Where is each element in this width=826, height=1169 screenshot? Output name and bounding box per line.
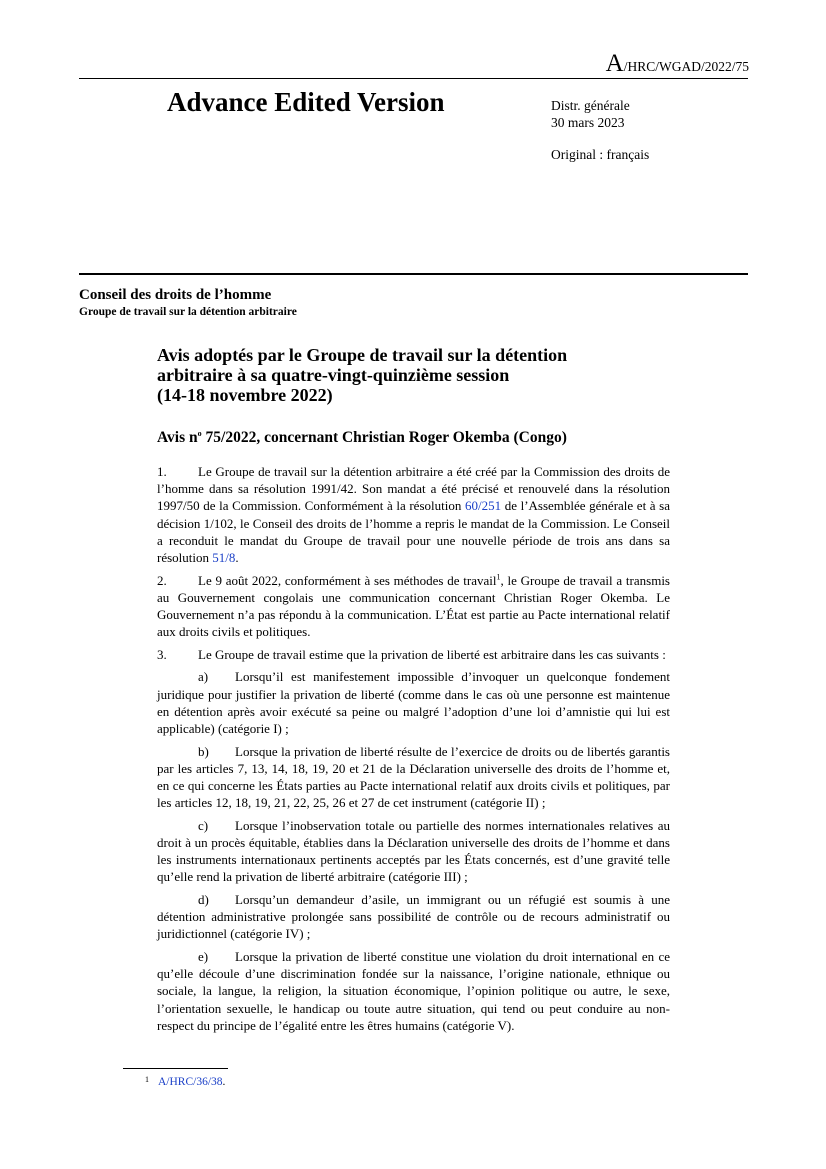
- footnote-link[interactable]: A/HRC/36/38: [158, 1076, 223, 1088]
- item-text: Lorsque la privation de liberté constitue une violation du droit international en ce qu’elle découle d’une discrimination fondée sur la naissance, l’origine nationale, ethnique ou sociale, la langue, la religion, la situation économique, l’opinion politique ou autre, le sexe, l’orientation sexuelle, le handicap ou toute autre situation, qui tend ou peut conduire au non-respect du principe de l’égalité entre les êtres humains (catégorie V).: [157, 949, 670, 1033]
- working-group-name: Groupe de travail sur la détention arbitraire: [79, 306, 297, 318]
- paragraph-number: 3.: [157, 646, 167, 662]
- item-text: Lorsqu’il est manifestement impossible d’invoquer un quelconque fondement juridique pour justifier la privation de liberté (comme dans le cas où une personne est maintenue en détention après avoir exécuté sa peine ou malgré l’adoption d’une loi d’amnistie qui lui est applicable) (catégorie I) ;: [157, 669, 670, 737]
- symbol-rest: /HRC/WGAD/2022/75: [623, 59, 749, 74]
- issue-date: 30 mars 2023: [551, 115, 625, 130]
- council-name: Conseil des droits de l’homme: [79, 287, 272, 303]
- footnote-rule: [123, 1068, 228, 1069]
- paragraph-2: 2. Le 9 août 2022, conformément à ses méthodes de travail$^1$, le Groupe de travail a transmis au Gouvernement congolais une communication concernant Christian Roger Okemba. Le Gouvernement n’a pas répondu à la communication. L’État est partie au Pacte international relatif aux droits civils et politiques.: [157, 572, 670, 640]
- list-item: [157, 817, 670, 886]
- paragraph-number: 1.: [157, 464, 167, 479]
- opinion-title: Avis $n^o$ 75/2022, concernant Christian Roger Okemba (Congo): [157, 428, 567, 446]
- item-letter: c): [198, 817, 209, 833]
- list-item: [157, 891, 670, 943]
- version-title: Advance Edited Version: [167, 87, 445, 117]
- footnote: 1 A/HRC/36/38.: [145, 1075, 226, 1088]
- main-title-line: arbitraire à sa quatre-vingt-quinzième session: [157, 365, 510, 385]
- paragraph-1: 1. Le Groupe de travail sur la détention arbitraire a été créé par la Commission des droits de l’homme dans sa résolution 1991/42. Son mandat a été précisé et renouvelé dans la résolution 1997/50 de la Commission. Conformément à la résolution 60/251 de l’Assemblée générale et à sa décision 1/102, le Conseil des droits de l’homme a repris le mandat de la Commission. Le Conseil a reconduit le mandat du Groupe de travail pour une nouvelle période de trois ans dans sa résolution 51/8.: [157, 464, 670, 566]
- footnote-number: 1: [145, 1075, 149, 1084]
- section-rule: [79, 273, 748, 275]
- list-item: [157, 743, 670, 812]
- distribution: Distr. générale: [551, 98, 630, 113]
- document-body: [157, 463, 670, 1039]
- original-language: Original : français: [551, 147, 650, 162]
- main-title: [157, 345, 567, 405]
- item-text: Lorsque la privation de liberté résulte de l’exercice de droits ou de libertés garantis par les articles 7, 13, 14, 18, 19, 20 et 21 de la Déclaration universelle des droits de l’homme et, en ce qui concerne les États parties au Pacte international relatif aux droits civils et politiques, par les articles 12, 18, 19, 21, 22, 25, 26 et 27 de cet instrument (catégorie II) ;: [157, 743, 670, 811]
- opinion-superscript: o: [197, 428, 202, 438]
- resolution-60-251-link[interactable]: 60/251: [464, 498, 502, 514]
- distribution-block: [551, 97, 630, 131]
- item-letter: d): [198, 892, 209, 908]
- item-letter: a): [198, 669, 209, 685]
- symbol-prefix: A: [605, 50, 624, 77]
- main-title-line: Avis adoptés par le Groupe de travail sur la détention: [157, 345, 568, 365]
- main-title-line: (14-18 novembre 2022): [157, 385, 333, 405]
- resolution-51-8-link[interactable]: 51/8: [212, 550, 236, 566]
- item-letter: e): [198, 949, 209, 965]
- list-item: [157, 948, 670, 1034]
- footnote-ref[interactable]: 1: [496, 572, 501, 582]
- list-item: [157, 668, 670, 737]
- item-letter: b): [198, 743, 209, 759]
- item-text: Lorsque l’inobservation totale ou partielle des normes internationales relatives au droit à un procès équitable, établies dans la Déclaration universelle des droits de l’homme et dans les instruments internationaux pertinents acceptés par les États concernés, est d’une gravité telle qu’elle rend la privation de liberté arbitraire (catégorie III) ;: [157, 817, 670, 885]
- item-text: Lorsqu’un demandeur d’asile, un immigrant ou un réfugié est soumis à une détention administrative prolongée sans possibilité de contrôle ou de recours administratif ou juridictionnel (catégorie IV) ;: [157, 892, 670, 942]
- document-symbol: [606, 50, 749, 78]
- paragraph-3: 3. Le Groupe de travail estime que la privation de liberté est arbitraire dans les cas suivants :: [157, 646, 666, 662]
- paragraph-number: 2.: [157, 572, 167, 588]
- header-rule: [79, 78, 748, 79]
